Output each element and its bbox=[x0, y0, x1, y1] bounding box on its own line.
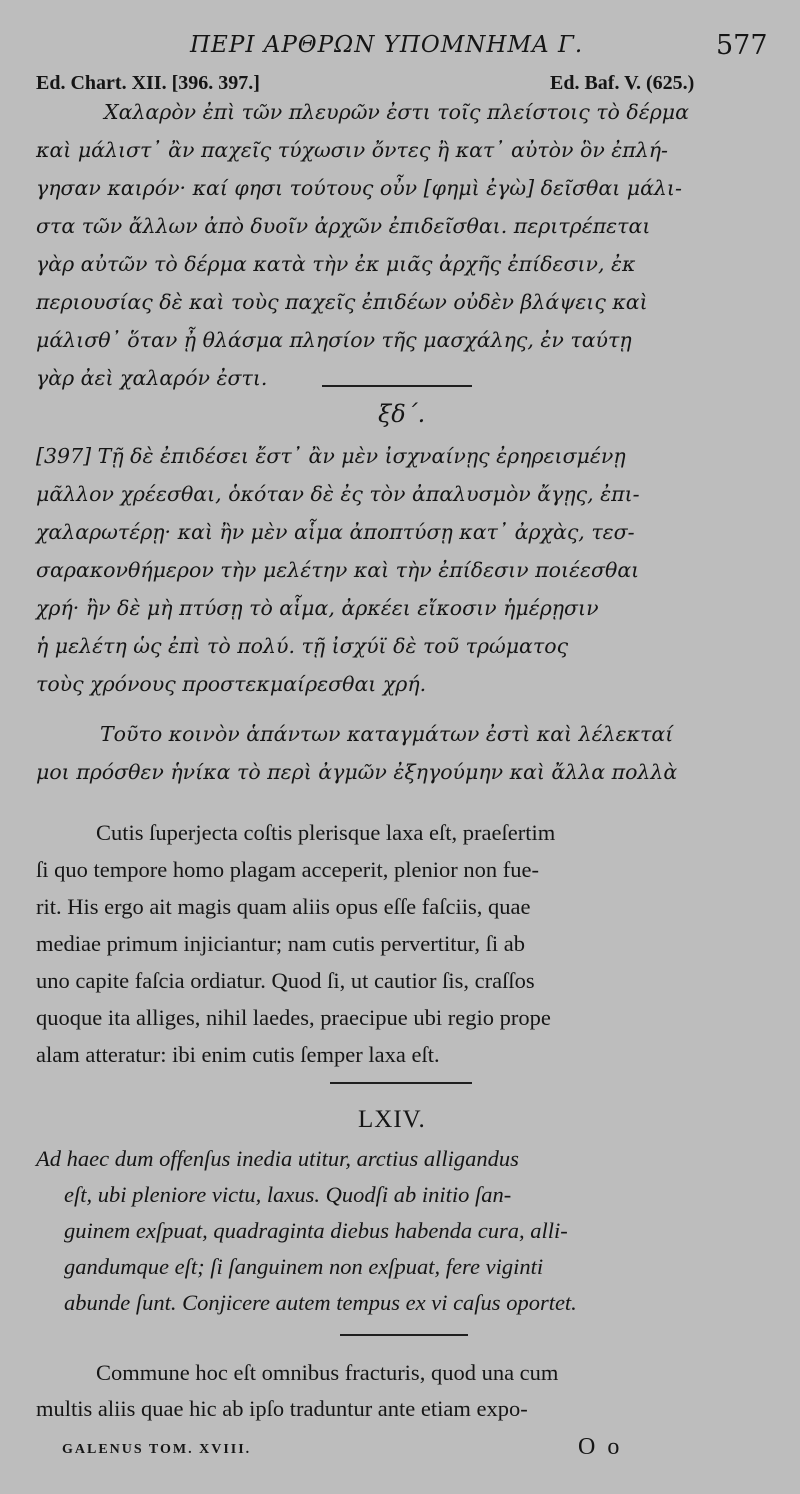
text-line: Cutis ſuperjecta coſtis plerisque laxa eſt, praeſertim bbox=[96, 820, 556, 845]
signature-mark-left: GALENUS TOM. XVIII. bbox=[62, 1442, 252, 1457]
text-line: μᾶλλον χρέεσθαι, ὁκόταν δὲ ἐς τὸν ἀπαλυσμὸν ἄγῃς, ἐπι- bbox=[36, 482, 640, 506]
text-line: uno capite faſcia ordiatur. Quod ſi, ut cautior ſis, craſſos bbox=[36, 968, 535, 993]
text-line: guinem exſpuat, quadraginta diebus habenda cura, alli- bbox=[64, 1218, 568, 1243]
signature-mark-right: O o bbox=[578, 1434, 623, 1460]
text-line: χαλαρωτέρῃ· καὶ ἢν μὲν αἷμα ἀποπτύσῃ κατ᾽ ἀρχὰς, τεσ- bbox=[36, 520, 635, 544]
text-line: eſt, ubi pleniore victu, laxus. Quodſi ab initio ſan- bbox=[64, 1182, 512, 1207]
text-line: περιουσίας δὲ καὶ τοὺς παχεῖς ἐπιδέων οὐδὲν βλάψεις καὶ bbox=[36, 290, 648, 314]
text-line: Χαλαρὸν ἐπὶ τῶν πλευρῶν ἐστι τοῖς πλείστοις τὸ δέρμα bbox=[104, 100, 689, 124]
text-line: μοι πρόσθεν ἡνίκα τὸ περὶ ἀγμῶν ἐξηγούμην καὶ ἄλλα πολλὰ bbox=[36, 760, 678, 784]
text-line: gandumque eſt; ſi ſanguinem non exſpuat, fere viginti bbox=[64, 1254, 544, 1279]
text-line: abunde ſunt. Conjicere autem tempus ex vi caſus oportet. bbox=[64, 1290, 577, 1315]
text-line: σαρακονθήμερον τὴν μελέτην καὶ τὴν ἐπίδεσιν ποιέεσθαι bbox=[36, 558, 640, 582]
text-line: [397] Τῇ δὲ ἐπιδέσει ἔστ᾽ ἂν μὲν ἰσχναίνῃς ἐρηρεισμένῃ bbox=[36, 444, 626, 468]
text-line: τοὺς χρόνους προστεκμαίρεσθαι χρή. bbox=[36, 672, 427, 696]
section-number-latin: LXIV. bbox=[358, 1106, 426, 1133]
text-line: μάλισθ᾽ ὅταν ᾖ θλάσμα πλησίον τῆς μασχάλης, ἐν ταύτῃ bbox=[36, 328, 632, 352]
separator-rule bbox=[340, 1334, 468, 1336]
text-line: Ad haec dum offenſus inedia utitur, arctius alligandus bbox=[36, 1146, 519, 1171]
text-line: γησαν καιρόν· καί φησι τούτους οὖν [φημὶ ἐγὼ] δεῖσθαι μάλι- bbox=[36, 176, 682, 200]
separator-rule bbox=[330, 1082, 472, 1084]
text-line: Τοῦτο κοινὸν ἁπάντων καταγμάτων ἐστὶ καὶ λέλεκταί bbox=[100, 722, 674, 746]
separator-rule bbox=[322, 385, 472, 387]
text-line: γὰρ ἀεὶ χαλαρόν ἐστι. bbox=[36, 366, 268, 390]
text-line: στα τῶν ἄλλων ἀπὸ δυοῖν ἀρχῶν ἐπιδεῖσθαι. περιτρέπεται bbox=[36, 214, 651, 238]
text-line: alam atteratur: ibi enim cutis ſemper laxa eſt. bbox=[36, 1042, 440, 1067]
edition-reference-right: Ed. Baf. V. (625.) bbox=[550, 72, 695, 94]
running-head: ΠΕΡΙ ΑΡΘΡΩΝ ΥΠΟΜΝΗΜΑ Γ. bbox=[190, 32, 584, 58]
page-number: 577 bbox=[716, 30, 768, 61]
text-line: Commune hoc eſt omnibus fracturis, quod una cum bbox=[96, 1360, 559, 1385]
edition-reference-left: Ed. Chart. XII. [396. 397.] bbox=[36, 72, 260, 94]
text-line: χρή· ἢν δὲ μὴ πτύσῃ τὸ αἷμα, ἀρκέει εἴκοσιν ἡμέρῃσιν bbox=[36, 596, 599, 620]
text-line: γὰρ αὐτῶν τὸ δέρμα κατὰ τὴν ἐκ μιᾶς ἀρχῆς ἐπίδεσιν, ἐκ bbox=[36, 252, 636, 276]
text-line: quoque ita alliges, nihil laedes, praecipue ubi regio prope bbox=[36, 1005, 551, 1030]
text-line: ἡ μελέτη ὡς ἐπὶ τὸ πολύ. τῇ ἰσχύϊ δὲ τοῦ τρώματος bbox=[36, 634, 569, 658]
text-line: καὶ μάλιστ᾽ ἂν παχεῖς τύχωσιν ὄντες ἢ κατ᾽ αὐτὸν ὃν ἐπλή- bbox=[36, 138, 668, 162]
text-line: ſi quo tempore homo plagam acceperit, plenior non fue- bbox=[36, 857, 539, 882]
text-line: mediae primum injiciantur; nam cutis pervertitur, ſi ab bbox=[36, 931, 525, 956]
text-line: multis aliis quae hic ab ipſo traduntur ante etiam expo- bbox=[36, 1396, 528, 1421]
section-number-greek: ξδ΄. bbox=[378, 400, 426, 428]
text-line: rit. His ergo ait magis quam aliis opus eſſe faſciis, quae bbox=[36, 894, 531, 919]
